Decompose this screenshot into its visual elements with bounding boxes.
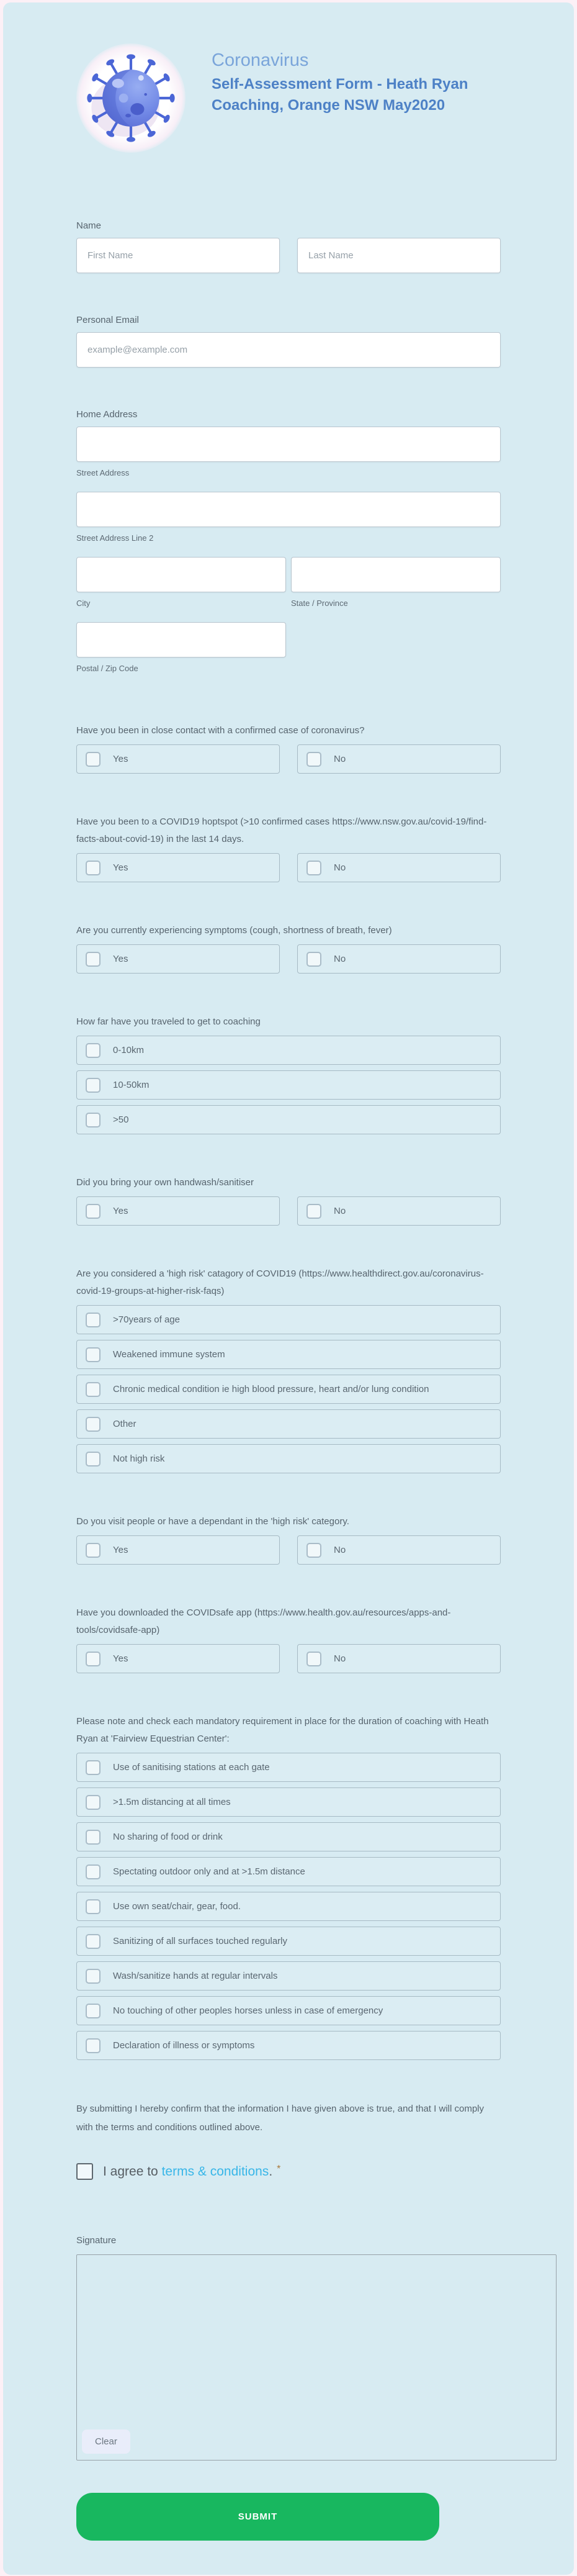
name-field	[76, 220, 501, 273]
checkbox-option[interactable]	[76, 1996, 501, 2025]
signature-field	[76, 2235, 501, 2461]
submit-button[interactable]: SUBMIT	[76, 2493, 439, 2541]
checkbox[interactable]	[86, 1969, 101, 1984]
checkbox-option[interactable]	[76, 1644, 280, 1673]
option-label: No	[334, 954, 346, 964]
checkbox-option[interactable]	[76, 1535, 280, 1565]
checkbox-option[interactable]	[76, 1375, 501, 1404]
checkbox-option[interactable]	[76, 1753, 501, 1782]
checkbox[interactable]	[86, 1204, 101, 1219]
checkbox-option[interactable]	[76, 2031, 501, 2060]
agreement-suffix: .	[269, 2164, 273, 2179]
city-input[interactable]	[76, 557, 286, 592]
question-label: Have you downloaded the COVIDsafe app (https://www.health.gov.au/resources/apps-and-tools/covidsafe-app)	[76, 1607, 451, 1635]
checkbox[interactable]	[86, 1652, 101, 1666]
options-list	[76, 1644, 501, 1673]
question-8	[76, 1604, 501, 1673]
checkbox-option[interactable]	[76, 1927, 501, 1956]
option-label: No	[334, 754, 346, 764]
checkbox-option[interactable]	[76, 1105, 501, 1134]
checkbox[interactable]	[86, 952, 101, 967]
checkbox[interactable]	[86, 2038, 101, 2053]
option-label: Other	[113, 1419, 136, 1429]
options-list	[76, 853, 501, 882]
virus-illustration	[85, 52, 177, 144]
checkbox[interactable]	[86, 1313, 101, 1327]
option-label: Spectating outdoor only and at >1.5m distance	[113, 1866, 305, 1877]
option-label: 10-50km	[113, 1080, 150, 1090]
coronavirus-icon	[76, 43, 186, 153]
question-label: Have you been to a COVID19 hoptspot (>10 confirmed cases https://www.nsw.gov.au/covid-19/find-facts-about-covid-19) in the last 14 days.	[76, 816, 487, 844]
checkbox[interactable]	[86, 1830, 101, 1845]
checkbox[interactable]	[86, 2004, 101, 2018]
first-name-input[interactable]	[76, 238, 280, 273]
option-label: >1.5m distancing at all times	[113, 1797, 231, 1807]
checkbox[interactable]	[86, 1078, 101, 1093]
checkbox-option[interactable]	[297, 744, 501, 774]
checkbox-option[interactable]	[76, 1070, 501, 1100]
checkbox-option[interactable]	[76, 1822, 501, 1851]
question-5	[76, 1174, 501, 1226]
option-label: Use own seat/chair, gear, food.	[113, 1901, 241, 1912]
question-label: Have you been in close contact with a confirmed case of coronavirus?	[76, 725, 365, 736]
checkbox-option[interactable]	[76, 853, 280, 882]
question-label: Are you considered a 'high risk' catagory of COVID19 (https://www.healthdirect.gov.au/coronavirus-covid-19-groups-at-higher-risk-faqs)	[76, 1268, 484, 1296]
agreement-checkbox[interactable]	[76, 2163, 93, 2180]
question-4	[76, 1013, 501, 1134]
street-address2-sublabel: Street Address Line 2	[76, 533, 154, 543]
questions-section	[76, 722, 501, 2060]
option-label: No	[334, 1545, 346, 1555]
checkbox-option[interactable]	[76, 1036, 501, 1065]
option-label: Sanitizing of all surfaces touched regularly	[113, 1936, 287, 1946]
checkbox[interactable]	[86, 1113, 101, 1128]
options-list	[76, 1305, 501, 1473]
checkbox[interactable]	[306, 1543, 321, 1558]
checkbox[interactable]	[306, 1652, 321, 1666]
checkbox-option[interactable]	[76, 944, 280, 974]
address-field	[76, 409, 501, 674]
option-label: No touching of other peoples horses unless in case of emergency	[113, 2005, 383, 2016]
name-label: Name	[76, 220, 102, 231]
agreement-text	[103, 2164, 280, 2179]
question-label: Did you bring your own handwash/sanitiser	[76, 1177, 254, 1188]
agreement-prefix: I agree to	[103, 2164, 162, 2179]
checkbox-option[interactable]	[76, 1409, 501, 1439]
option-label: No	[334, 1206, 346, 1216]
checkbox[interactable]	[86, 1382, 101, 1397]
option-label: Yes	[113, 754, 128, 764]
checkbox[interactable]	[86, 1452, 101, 1467]
clear-button[interactable]: Clear	[82, 2429, 130, 2454]
checkbox[interactable]	[86, 1347, 101, 1362]
options-list	[76, 1036, 501, 1134]
option-label: Yes	[113, 1653, 128, 1664]
agreement-row	[76, 2163, 501, 2180]
option-label: 0-10km	[113, 1045, 145, 1055]
question-label: How far have you traveled to get to coaching	[76, 1016, 261, 1027]
last-name-input[interactable]	[297, 238, 501, 273]
question-label: Are you currently experiencing symptoms (cough, shortness of breath, fever)	[76, 925, 392, 936]
email-label: Personal Email	[76, 315, 139, 325]
checkbox-option[interactable]	[297, 1644, 501, 1673]
signature-pad[interactable]	[76, 2254, 557, 2461]
terms-link[interactable]: terms & conditions	[161, 2164, 269, 2179]
state-sublabel: State / Province	[291, 599, 348, 608]
checkbox[interactable]	[306, 752, 321, 767]
options-list	[76, 1753, 501, 2060]
page-title: Coronavirus	[212, 50, 309, 70]
required-asterisk: *	[277, 2164, 281, 2174]
option-label: No sharing of food or drink	[113, 1832, 223, 1842]
option-label: Wash/sanitize hands at regular intervals	[113, 1971, 278, 1981]
question-9	[76, 1713, 501, 2060]
checkbox-option[interactable]	[297, 853, 501, 882]
checkbox-option[interactable]	[297, 944, 501, 974]
checkbox-option[interactable]	[76, 1340, 501, 1369]
state-input[interactable]	[291, 557, 501, 592]
checkbox-option[interactable]	[76, 744, 280, 774]
question-label: Please note and check each mandatory requirement in place for the duration of coaching with Heath Ryan at 'Fairview Equestrian Center':	[76, 1716, 489, 1744]
street-address2-input[interactable]	[76, 492, 501, 527]
checkbox-option[interactable]	[76, 1892, 501, 1921]
option-label: Chronic medical condition ie high blood pressure, heart and/or lung condition	[113, 1384, 429, 1394]
city-sublabel: City	[76, 599, 91, 608]
checkbox[interactable]	[306, 861, 321, 875]
checkbox-option[interactable]	[76, 1196, 280, 1226]
option-label: Yes	[113, 954, 128, 964]
street-address-input[interactable]	[76, 427, 501, 462]
option-label: Use of sanitising stations at each gate	[113, 1762, 270, 1773]
checkbox[interactable]	[86, 1899, 101, 1914]
checkbox[interactable]	[86, 1043, 101, 1058]
signature-label: Signature	[76, 2235, 117, 2246]
option-label: >50	[113, 1114, 129, 1125]
option-label: No	[334, 1653, 346, 1664]
option-label: Yes	[113, 1545, 128, 1555]
checkbox[interactable]	[86, 1864, 101, 1879]
checkbox[interactable]	[86, 752, 101, 767]
options-list	[76, 1196, 501, 1226]
options-list	[76, 944, 501, 974]
question-3	[76, 922, 501, 974]
confirmation-statement: By submitting I hereby confirm that the information I have given above is true, and that I will comply with the terms and conditions outlined above.	[76, 2104, 484, 2133]
option-label: Declaration of illness or symptoms	[113, 2040, 255, 2051]
option-label: Not high risk	[113, 1453, 165, 1464]
page-subtitle: Self-Assessment Form - Heath Ryan Coaching, Orange NSW May2020	[212, 76, 468, 114]
question-2	[76, 813, 501, 882]
option-label: Weakened immune system	[113, 1349, 225, 1360]
checkbox[interactable]	[86, 1760, 101, 1775]
postal-input[interactable]	[76, 622, 286, 658]
options-list	[76, 744, 501, 774]
option-label: >70years of age	[113, 1314, 180, 1325]
question-6	[76, 1265, 501, 1473]
form-header	[76, 43, 574, 153]
checkbox[interactable]	[86, 1795, 101, 1810]
email-input[interactable]	[76, 332, 501, 368]
checkbox-option[interactable]	[76, 1444, 501, 1473]
form-card	[3, 2, 574, 2575]
checkbox[interactable]	[86, 861, 101, 875]
option-label: Yes	[113, 862, 128, 873]
checkbox-option[interactable]	[76, 1787, 501, 1817]
question-7	[76, 1513, 501, 1565]
option-label: No	[334, 862, 346, 873]
checkbox-option[interactable]	[76, 1305, 501, 1334]
checkbox-option[interactable]	[297, 1535, 501, 1565]
address-label: Home Address	[76, 409, 138, 420]
checkbox-option[interactable]	[76, 1961, 501, 1991]
options-list	[76, 1535, 501, 1565]
checkbox[interactable]	[306, 1204, 321, 1219]
street-address-sublabel: Street Address	[76, 468, 130, 477]
question-label: Do you visit people or have a dependant in the 'high risk' category.	[76, 1516, 349, 1527]
checkbox[interactable]	[86, 1934, 101, 1949]
checkbox[interactable]	[306, 952, 321, 967]
postal-sublabel: Postal / Zip Code	[76, 664, 138, 673]
option-label: Yes	[113, 1206, 128, 1216]
email-field	[76, 314, 501, 368]
checkbox-option[interactable]	[297, 1196, 501, 1226]
checkbox[interactable]	[86, 1417, 101, 1432]
checkbox-option[interactable]	[76, 1857, 501, 1886]
checkbox[interactable]	[86, 1543, 101, 1558]
question-1	[76, 722, 501, 774]
